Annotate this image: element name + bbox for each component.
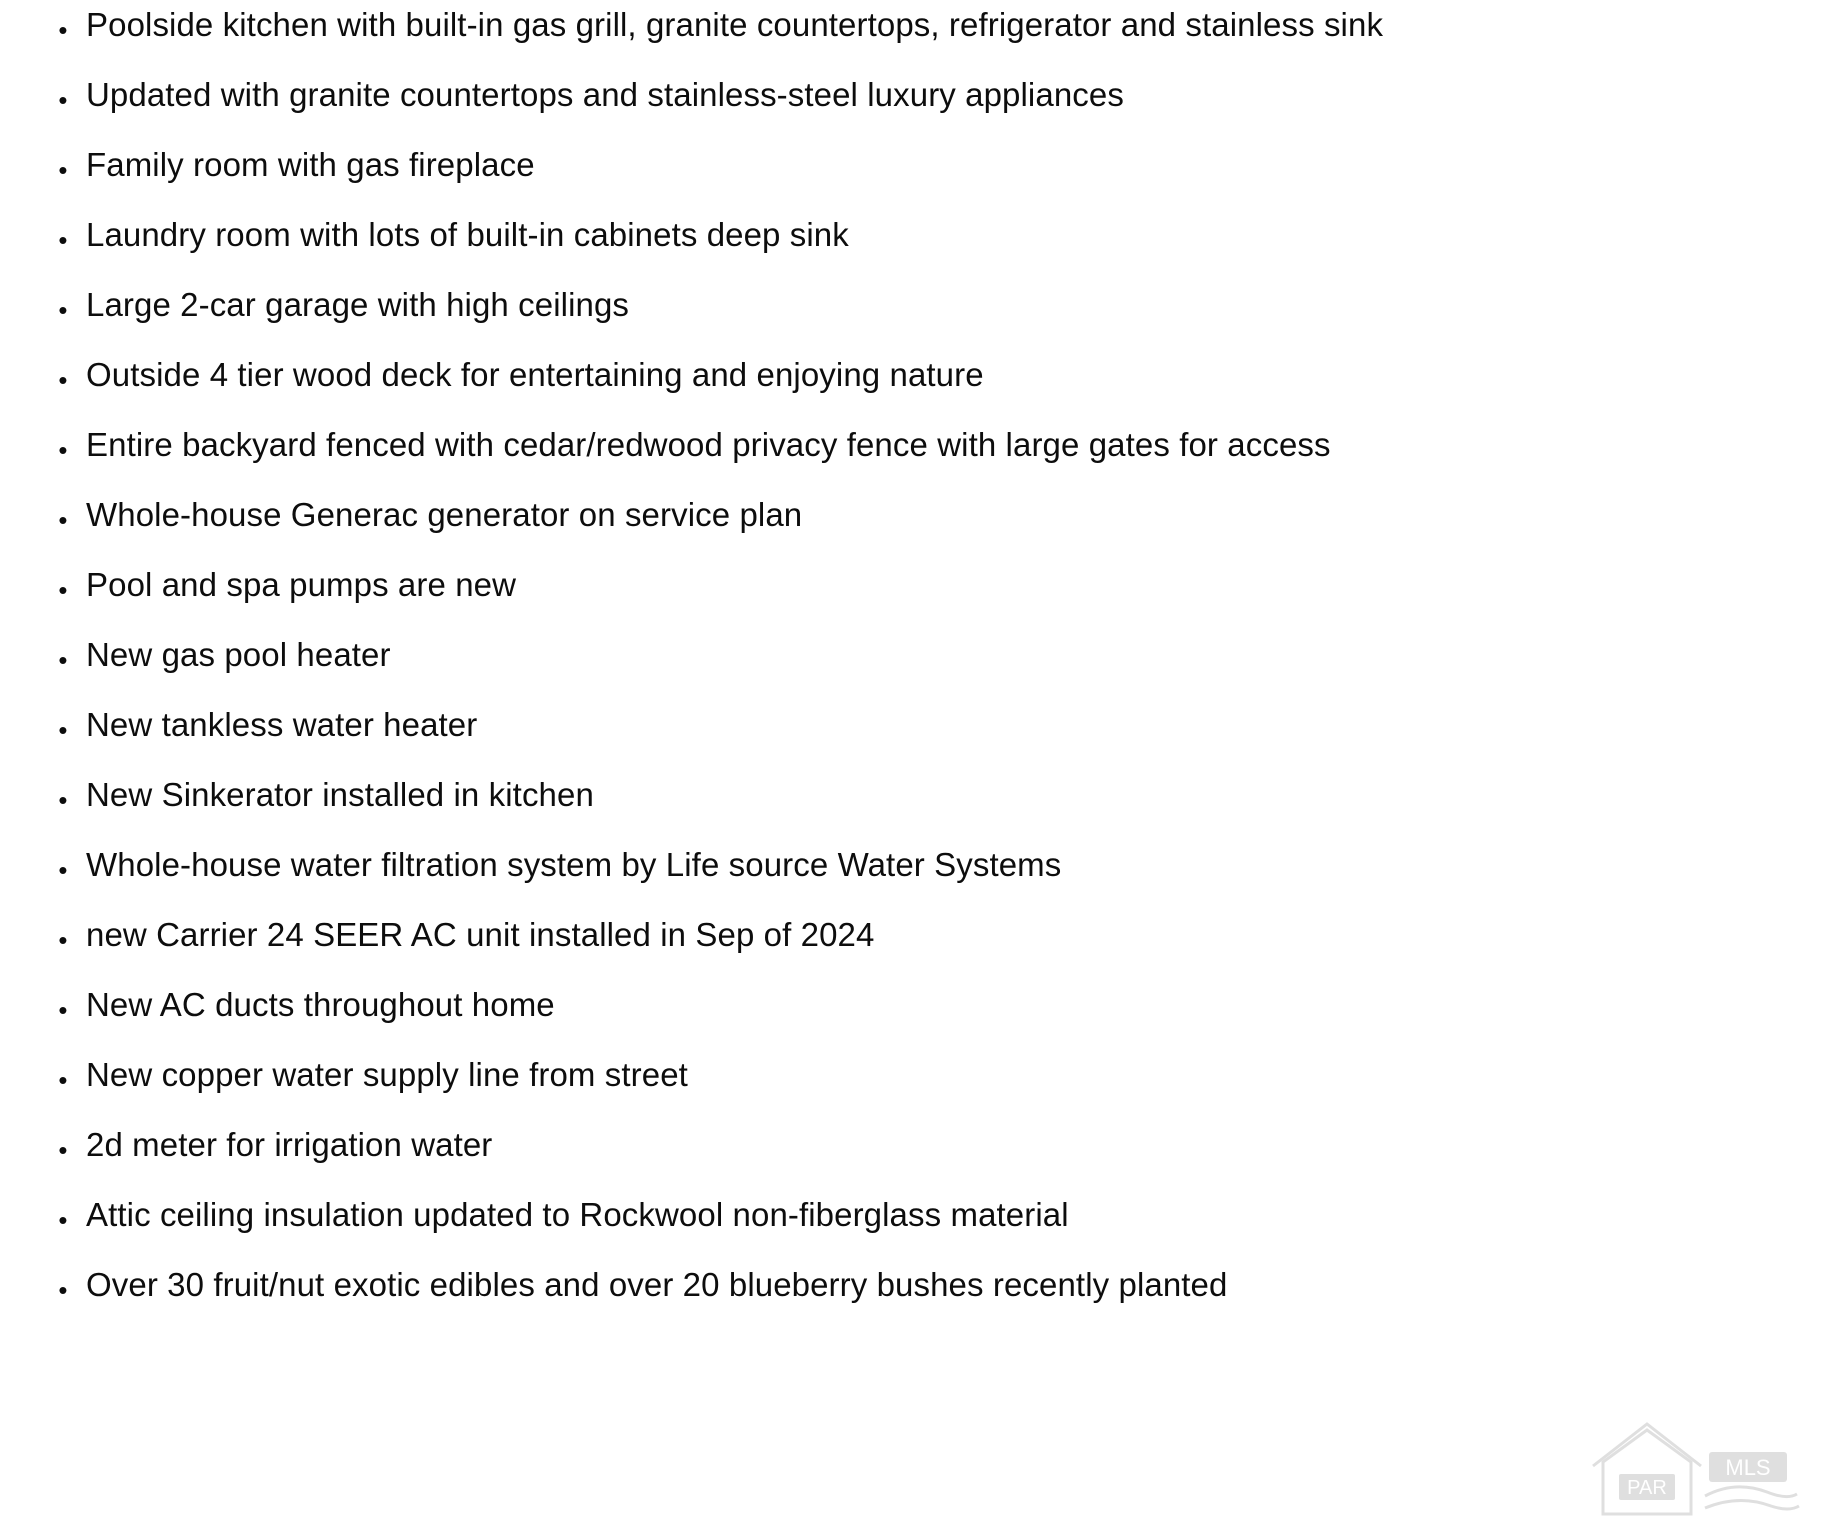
bullet-icon: • [58, 295, 68, 325]
bullet-icon: • [58, 925, 68, 955]
bullet-icon: • [58, 435, 68, 465]
bullet-icon: • [58, 1205, 68, 1235]
list-item [40, 848, 1807, 918]
bullet-icon: • [58, 505, 68, 535]
list-item [40, 148, 1807, 218]
bullet-icon: • [58, 715, 68, 745]
list-item [40, 1268, 1807, 1338]
bullet-icon: • [58, 85, 68, 115]
list-item-label: Attic ceiling insulation updated to Rockwool non-fiberglass material [86, 1196, 1069, 1233]
list-item-label: Poolside kitchen with built-in gas grill, granite countertops, refrigerator and stainless sink [86, 6, 1384, 43]
list-item-label: Large 2-car garage with high ceilings [86, 286, 630, 323]
list-item [40, 288, 1807, 358]
bullet-icon: • [58, 365, 68, 395]
list-item [40, 78, 1807, 148]
list-item-label: 2d meter for irrigation water [86, 1126, 493, 1163]
bullet-icon: • [58, 575, 68, 605]
list-item [40, 1058, 1807, 1128]
list-item-label: Outside 4 tier wood deck for entertaining and enjoying nature [86, 356, 984, 393]
list-item-label: new Carrier 24 SEER AC unit installed in Sep of 2024 [86, 916, 875, 953]
list-item [40, 428, 1807, 498]
list-item-label: Over 30 fruit/nut exotic edibles and over 20 blueberry bushes recently planted [86, 1266, 1228, 1303]
list-item [40, 358, 1807, 428]
list-item [40, 988, 1807, 1058]
bullet-icon: • [58, 15, 68, 45]
list-item [40, 1198, 1807, 1268]
list-item-label: Whole-house Generac generator on service plan [86, 496, 803, 533]
list-item [40, 708, 1807, 778]
list-item [40, 638, 1807, 708]
bullet-icon: • [58, 1135, 68, 1165]
list-item-label: New AC ducts throughout home [86, 986, 555, 1023]
list-item-label: New gas pool heater [86, 636, 391, 673]
svg-text:PAR: PAR [1627, 1477, 1667, 1499]
bullet-icon: • [58, 155, 68, 185]
list-item [40, 498, 1807, 568]
list-item [40, 568, 1807, 638]
bullet-icon: • [58, 645, 68, 675]
list-item-label: Entire backyard fenced with cedar/redwood privacy fence with large gates for access [86, 426, 1331, 463]
list-item-label: Laundry room with lots of built-in cabinets deep sink [86, 216, 849, 253]
list-item-label: Whole-house water filtration system by Life source Water Systems [86, 846, 1062, 883]
bullet-icon: • [58, 225, 68, 255]
feature-list [40, 8, 1807, 1338]
bullet-icon: • [58, 1275, 68, 1305]
list-item [40, 918, 1807, 988]
mls-watermark-logo-icon [1585, 1396, 1805, 1526]
list-item [40, 778, 1807, 848]
list-item [40, 218, 1807, 288]
svg-text:MLS: MLS [1725, 1455, 1771, 1480]
list-item-label: Pool and spa pumps are new [86, 566, 517, 603]
list-item-label: New Sinkerator installed in kitchen [86, 776, 594, 813]
list-item-label: New copper water supply line from street [86, 1056, 688, 1093]
list-item-label: Updated with granite countertops and stainless-steel luxury appliances [86, 76, 1124, 113]
list-item [40, 1128, 1807, 1198]
list-item [40, 8, 1807, 78]
list-item-label: New tankless water heater [86, 706, 478, 743]
bullet-icon: • [58, 1065, 68, 1095]
bullet-icon: • [58, 855, 68, 885]
bullet-icon: • [58, 995, 68, 1025]
list-item-label: Family room with gas fireplace [86, 146, 535, 183]
bullet-icon: • [58, 785, 68, 815]
